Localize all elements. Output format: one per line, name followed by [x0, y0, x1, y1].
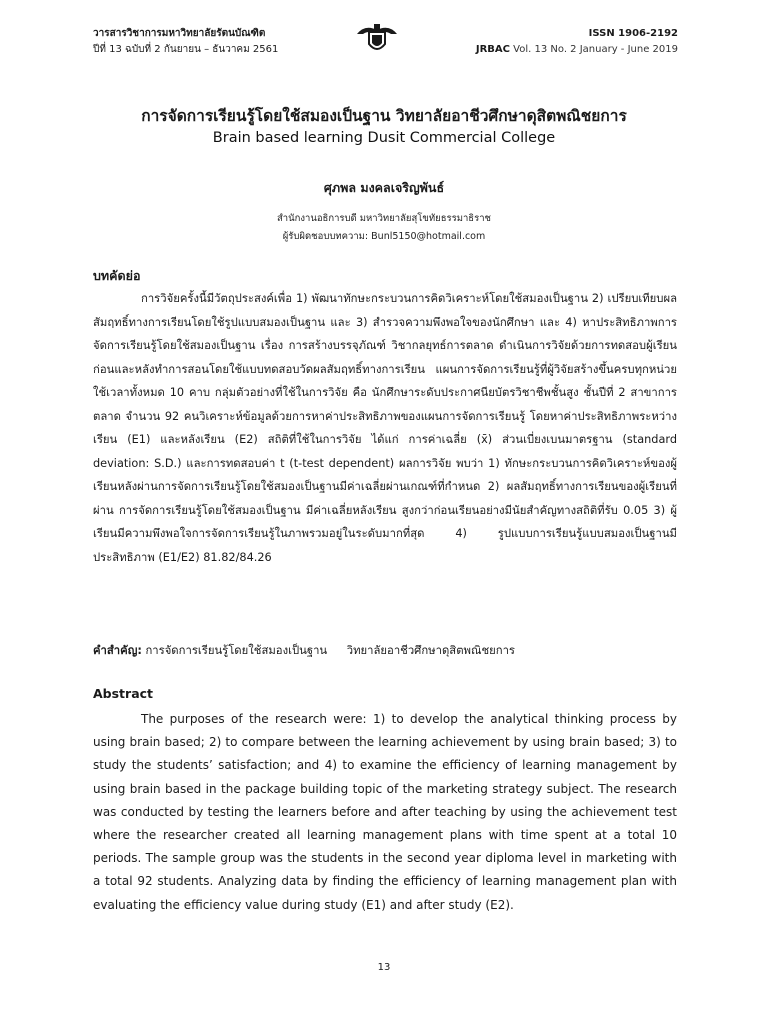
journal-abbr: JRBAC [475, 44, 510, 55]
journal-name-th: วารสารวิชาการมหาวิทยาลัยรัตนบัณฑิต [93, 28, 266, 39]
university-crest-logo [355, 20, 399, 56]
issn: ISSN 1906-2192 [588, 28, 678, 39]
header-journal-info [93, 26, 278, 58]
keywords-label: คำสำคัญ: [93, 644, 142, 657]
keywords [93, 641, 515, 659]
page-number: 13 [377, 962, 391, 973]
abstract-en-heading: Abstract [93, 686, 154, 701]
keyword-1: การจัดการเรียนรู้โดยใช้สมองเป็นฐาน [145, 644, 328, 657]
volume-issue: Vol. 13 No. 2 January - June 2019 [513, 44, 678, 55]
author-name: ศุภพล มงคลเจริญพันธ์ [323, 180, 445, 195]
corresponding-email: ผู้รับผิดชอบบทความ: Bunl5150@hotmail.com [282, 231, 486, 242]
issue-info-en [476, 42, 678, 58]
abstract-th-heading: บทคัดย่อ [93, 268, 141, 283]
title-thai: การจัดการเรียนรู้โดยใช้สมองเป็นฐาน วิทยาลัยอาชีวศึกษาดุสิตพณิชยการ [141, 107, 627, 125]
keyword-2: วิทยาลัยอาชีวศึกษาดุสิตพณิชยการ [346, 644, 516, 657]
abstract-th-body: การวิจัยครั้งนี้มีวัตถุประสงค์เพื่อ 1) พัฒนาทักษะกระบวนการคิดวิเคราะห์โดยใช้สมองเป็นฐาน 2) เปรียบเทียบผลสัมฤทธิ์ทางการเรียนโดยใช้รูปแบบสมองเป็นฐาน และ 3) สำรวจความพึงพอใจของนักศึกษา และ 4) หาประสิทธิภาพการจัดการเรียนรู้โดยใช้สมองเป็นฐาน เรื่อง การสร้างบรรจุภัณฑ์ วิชากลยุทธ์การตลาด ดำเนินการวิจัยด้วยการทดสอบผู้เรียนก่อนและหลังทำการสอนโดยใช้แบบทดสอบวัดผลสัมฤทธิ์ทางการเรียน แผนการจัดการเรียนรู้ที่ผู้วิจัยสร้างขึ้นครบทุกหน่วย ใช้เวลาทั้งหมด 10 คาบ กลุ่มตัวอย่างที่ใช้ในการวิจัย คือ นักศึกษาระดับประกาศนียบัตรวิชาชีพชั้นสูง ชั้นปีที่ 2 สาขาการตลาด จำนวน 92 คนวิเคราะห์ข้อมูลด้วยการหาค่าประสิทธิภาพของแผนการจัดการเรียนรู้ โดยหาค่าประสิทธิภาพระหว่างเรียน (E1) และหลังเรียน (E2) สถิติที่ใช้ในการวิจัย ได้แก่ การค่าเฉลี่ย (x̄) ส่วนเบี่ยงเบนมาตรฐาน (standard deviation: S.D.) และการทดสอบค่า t (t-test dependent) ผลการวิจัย พบว่า 1) ทักษะกระบวนการคิดวิเคราะห์ของผู้เรียนหลังผ่านการจัดการเรียนรู้โดยใช้สมองเป็นฐานมีค่าเฉลี่ยผ่านเกณฑ์ที่กำหนด 2) ผลสัมฤทธิ์ทางการเรียนของผู้เรียนที่ผ่าน การจัดการเรียนรู้โดยใช้สมองเป็นฐาน มีค่าเฉลี่ยหลังเรียน สูงกว่าก่อนเรียนอย่างมีนัยสำคัญทางสถิติที่รับ 0.05 3) ผู้เรียนมีความพึงพอใจการจัดการเรียนรู้ในภาพรวมอยู่ในระดับมากที่สุด 4) รูปแบบการเรียนรู้แบบสมองเป็นฐานมีประสิทธิภาพ (E1/E2) 81.82/84.26 [93, 292, 677, 564]
title-english: Brain based learning Dusit Commercial College [212, 130, 556, 146]
author-affiliation: สำนักงานอธิการบดี มหาวิทยาลัยสุโขทัยธรรมาธิราช [276, 213, 491, 224]
issue-info-th: ปีที่ 13 ฉบับที่ 2 กันยายน – ธันวาคม 2561 [93, 44, 279, 55]
header-issn-info [476, 26, 678, 58]
abstract-en-body: The purposes of the research were: 1) to develop the analytical thinking process by using brain based; 2) to compare between the learning achievement by using brain based; 3) to study the students’ satisfaction; and 4) to examine the efficiency of learning management by using brain based in the package building topic of the marketing strategy subject. The research was conducted by testing the learners before and after teaching by using the achievement test where the researcher created all learning management plans with time spent at a total 10 periods. The sample group was the students in the second year diploma level in marketing with a total 92 students. Analyzing data by finding the efficiency of learning management plan with evaluating the efficiency value during study (E1) and after study (E2). [93, 712, 677, 912]
